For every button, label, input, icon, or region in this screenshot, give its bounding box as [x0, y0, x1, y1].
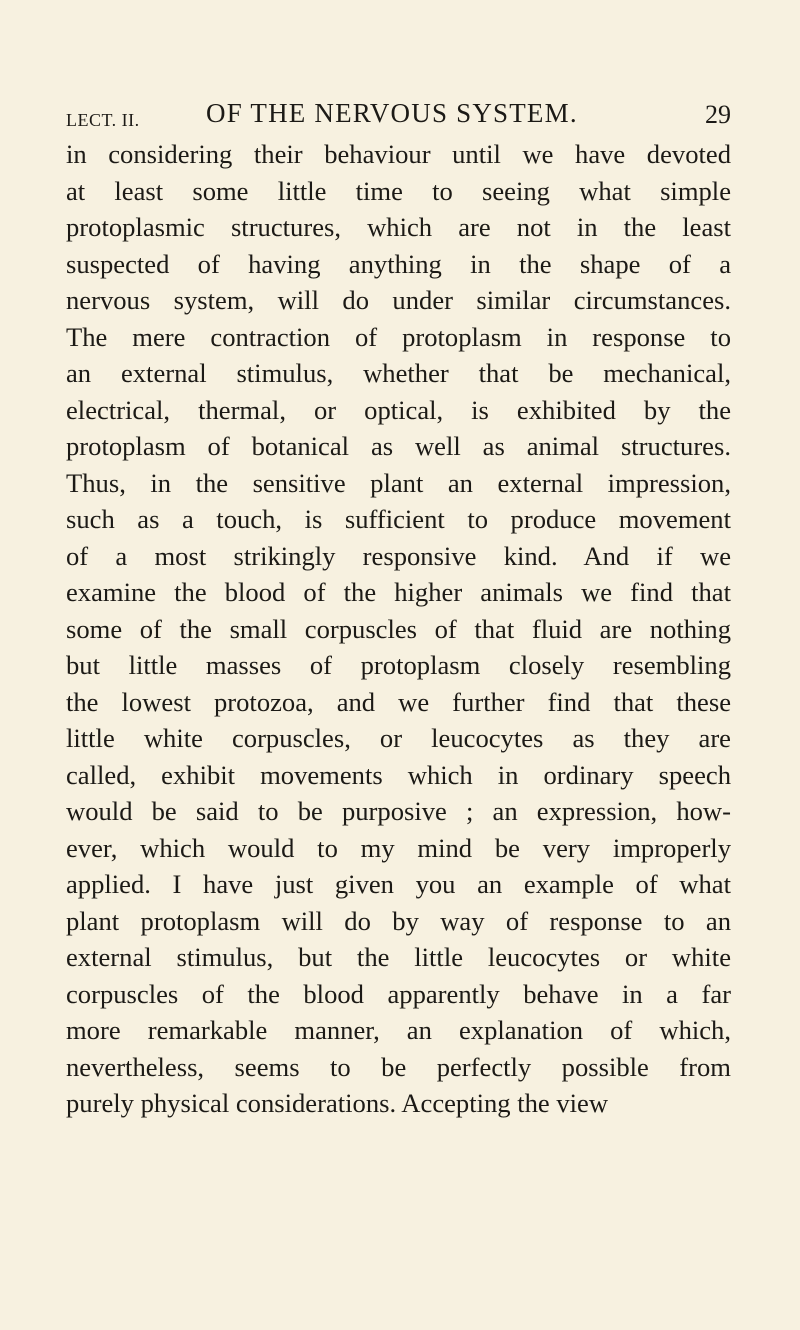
- body-text: [66, 136, 731, 1122]
- page-number: 29: [705, 100, 731, 129]
- text-line: but little masses of protoplasm closely resembling: [66, 650, 731, 680]
- lecture-number: LECT. II.: [66, 110, 140, 130]
- text-line: electrical, thermal, or optical, is exhibited by the: [66, 394, 731, 425]
- text-line: the lowest protozoa, and we further find that these: [66, 686, 731, 717]
- text-line: little white corpuscles, or leucocytes as they are: [66, 723, 731, 753]
- running-title: OF THE NERVOUS SYSTEM.: [206, 98, 578, 128]
- text-line: at least some little time to seeing what simple: [66, 175, 731, 206]
- text-line: corpuscles of the blood apparently behave in a far: [66, 978, 731, 1009]
- text-line: of a most strikingly responsive kind. And if we: [66, 540, 731, 571]
- text-line: protoplasmic structures, which are not in the least: [66, 212, 731, 242]
- text-line: in considering their behaviour until we have devoted: [66, 139, 731, 169]
- text-line: nervous system, will do under similar circumstances.: [66, 285, 731, 315]
- text-line: external stimulus, but the little leucocytes or white: [66, 942, 731, 972]
- text-line: ever, which would to my mind be very improperly: [66, 832, 731, 863]
- text-line: Thus, in the sensitive plant an external impression,: [66, 467, 731, 498]
- running-head: [66, 92, 731, 132]
- text-line: an external stimulus, whether that be mechanical,: [66, 358, 731, 388]
- text-line: some of the small corpuscles of that fluid are nothing: [66, 613, 731, 644]
- text-line: plant protoplasm will do by way of response to an: [66, 905, 731, 936]
- text-line: suspected of having anything in the shape of a: [66, 248, 731, 279]
- text-line: protoplasm of botanical as well as animal structures.: [66, 431, 731, 461]
- text-line: would be said to be purposive ; an expression, how-: [66, 796, 731, 826]
- text-line: examine the blood of the higher animals we find that: [66, 577, 731, 607]
- text-line: nevertheless, seems to be perfectly possible from: [66, 1051, 731, 1082]
- text-line: more remarkable manner, an explanation of which,: [66, 1015, 731, 1045]
- text-line: called, exhibit movements which in ordinary speech: [66, 759, 731, 790]
- text-line: applied. I have just given you an example of what: [66, 869, 731, 899]
- text-line: The mere contraction of protoplasm in response to: [66, 321, 731, 352]
- text-line: such as a touch, is sufficient to produce movement: [66, 504, 731, 534]
- text-line: purely physical considerations. Accepting the view: [66, 1088, 609, 1118]
